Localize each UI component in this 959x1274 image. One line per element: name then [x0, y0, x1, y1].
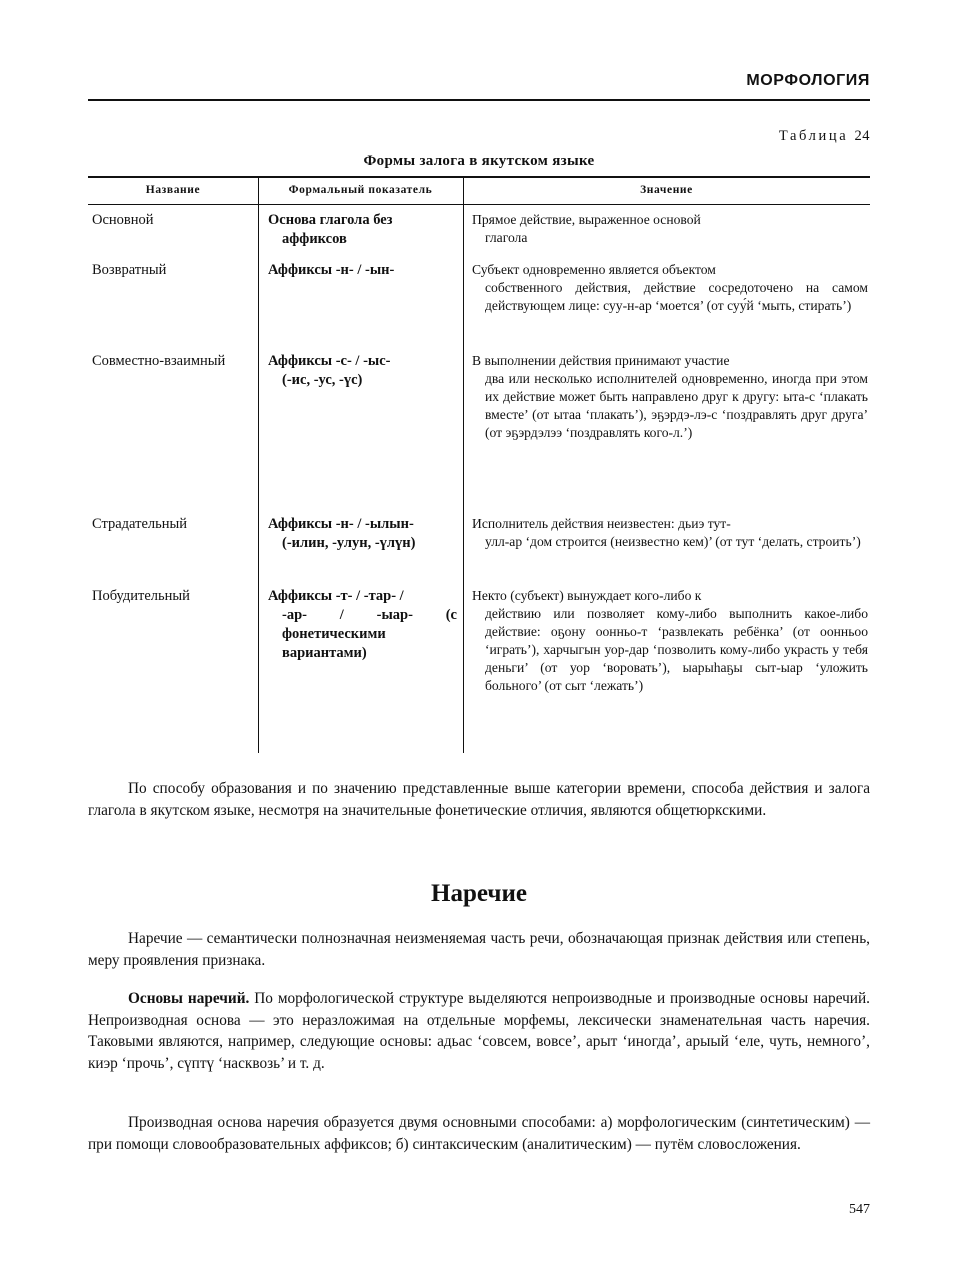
table-row: Возвратный [92, 262, 167, 278]
table-cell-marker [268, 261, 457, 352]
header-divider-1 [258, 178, 259, 204]
table-title: Формы залога в якутском языке [363, 153, 595, 169]
meaning-rest: улл-ар ‘дом строится (неизвестно кем)’ (от тут ‘делать, строить’) [485, 534, 861, 550]
table-row: Страдательный [92, 516, 188, 532]
marker-line-2: (-ис, -ус, -үс) [282, 371, 363, 388]
header-divider-2 [463, 178, 464, 204]
paragraph-adverb-definition: Наречие — семантически полнозначная неизменяемая часть речи, обозначающая признак действия или степень, меру проявления признака. [88, 930, 870, 969]
table-cell-marker [268, 515, 457, 587]
column-markers [258, 205, 463, 662]
paragraph-lead-in: Основы наречий. [128, 990, 250, 1007]
marker-line-1: Аффиксы -с- / -ыс- [268, 353, 391, 369]
table-number [88, 128, 870, 145]
table-number-value: 24 [854, 128, 870, 144]
table-header-row [88, 178, 870, 204]
meaning-rest: действию или позволяет кому-либо выполнить какое-либо действие: оҕону оонньо-т ‘развлекать ребёнка’ (от оонньоо ‘играть’), харчыгын уор-дар ‘позволить кому-либо украсть у тебя деньги’ (от уор ‘воровать’), ыарыһаҕы сыт-ыар ‘уложить больного’ (от сыт ‘лежать’) [485, 606, 868, 694]
column-header-marker: Формальный показатель [288, 184, 433, 196]
table-row: Основной [92, 212, 154, 228]
column-header-name: Название [145, 184, 201, 196]
table-row: Совместно-взаимный [92, 353, 226, 369]
meaning-rest: глагола [485, 230, 528, 246]
table-cell-meaning [472, 587, 868, 695]
paragraph-adverb-stems [88, 988, 870, 1075]
body-divider-2 [463, 205, 464, 753]
table-cell-marker [268, 587, 457, 662]
header-rule [88, 99, 870, 101]
column-names [88, 205, 258, 606]
marker-line-2: -ар- / -ыар- (с фонетическими вариантами) [282, 606, 457, 661]
paragraph-body: По морфологической структуре выделяются непроизводные и производные основы наречий. Непроизводная основа — это неразложимая на отдельные морфемы, лексически знаменательная часть наречия. Таковыми являются, например, следующие основы: адьас ‘совсем, вовсе’, арыт ‘иногда’, арыый ‘еле, чуть, немного’, киэр ‘прочь’, сүптү ‘насквозь’ и т. д. [88, 990, 870, 1073]
paragraph-after-table: По способу образования и по значению представленные выше категории времени, способа действия и залога глагола в якутском языке, несмотря на значительные фонетические отличия, являются общетюркскими. [88, 780, 870, 819]
table-cell-marker [268, 211, 457, 261]
table-cell-meaning [472, 261, 868, 352]
paragraph-derived-stems: Производная основа наречия образуется двумя основными способами: а) морфологическим (синтетическим) — при помощи словообразовательных аффиксов; б) синтаксическим (аналитическим) — путём словосложения. [88, 1114, 870, 1153]
body-divider-1 [258, 205, 259, 753]
marker-line-1: Аффиксы -н- / -ылын- [268, 516, 414, 532]
running-head: МОРФОЛОГИЯ [746, 72, 870, 89]
table-body [88, 205, 870, 753]
page-number: 547 [849, 1202, 870, 1217]
meaning-line-1: Прямое действие, выраженное основой [472, 212, 701, 227]
meaning-rest: собственного действия, действие сосредоточено на самом действующем лице: суу-н-ар ‘моется’ (от суу́й ‘мыть, стирать’) [485, 280, 868, 314]
table-cell-meaning [472, 515, 868, 587]
meaning-line-1: Исполнитель действия неизвестен: дьиэ тут- [472, 516, 731, 531]
meaning-rest: два или несколько исполнителей одновременно, иногда при этом их действие может быть направлено друг к другу: ыта-с ‘плакать вместе’ (от ытаа ‘плакать’), эҕэрдэ-лэ-с ‘поздравлять друг друга’ (от эҕэрдэлээ ‘поздравлять кого-л.’) [485, 371, 868, 441]
voice-forms-table [88, 176, 870, 753]
marker-line-2: аффиксов [282, 230, 347, 247]
table-cell-meaning [472, 211, 868, 261]
table-number-label: Таблица [778, 128, 849, 144]
meaning-line-1: Некто (субъект) вынуждает кого-либо к [472, 588, 702, 603]
meaning-line-1: Субъект одновременно является объектом [472, 262, 716, 277]
marker-line-1: Аффиксы -т- / -тар- / [268, 588, 404, 604]
meaning-line-1: В выполнении действия принимают участие [472, 353, 730, 368]
table-row: Побудительный [92, 588, 190, 604]
table-cell-marker [268, 352, 457, 515]
column-meanings [463, 205, 870, 695]
marker-line-2: (-илин, -улун, -үлүн) [282, 534, 416, 551]
section-heading-adverb: Наречие [431, 880, 527, 907]
table-cell-meaning [472, 352, 868, 515]
marker-line-1: Аффиксы -н- / -ын- [268, 262, 395, 278]
marker-line-1: Основа глагола без [268, 212, 393, 228]
column-header-meaning: Значение [640, 184, 693, 196]
